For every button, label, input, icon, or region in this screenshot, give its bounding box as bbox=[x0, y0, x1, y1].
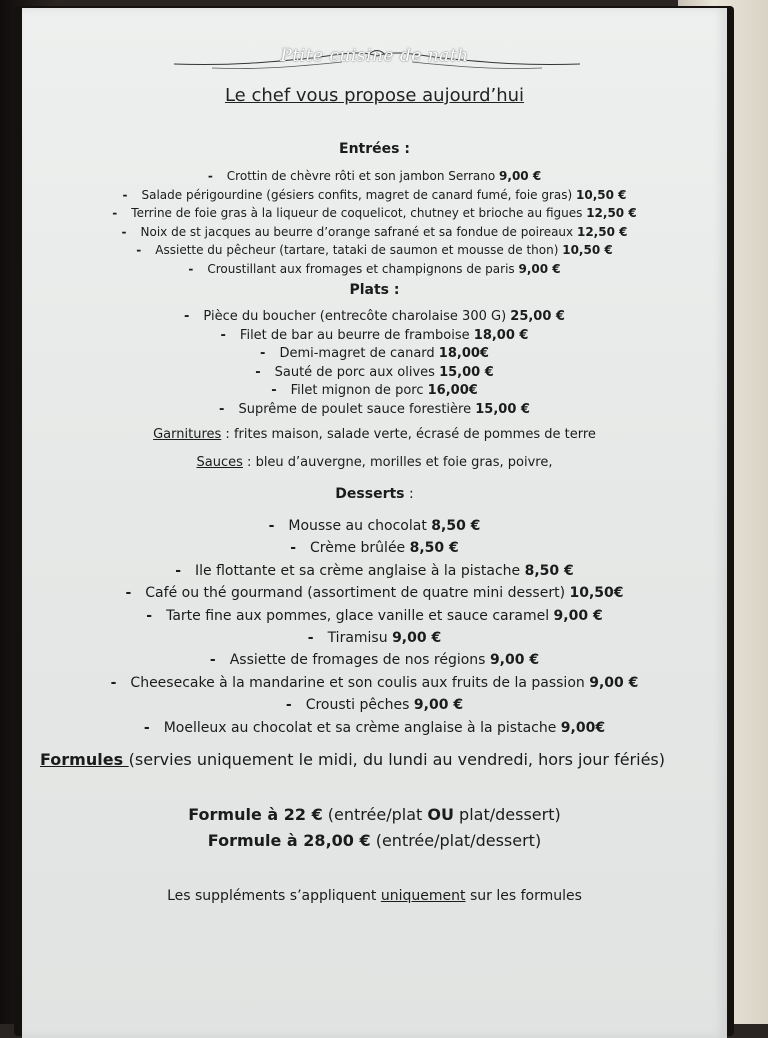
menu-item: - Assiette de fromages de nos régions 9,00 € bbox=[209, 652, 540, 669]
item-price: 12,50 € bbox=[576, 224, 628, 239]
item-name: Crème brûlée bbox=[310, 540, 406, 557]
menu-item: - Moelleux au chocolat et sa crème anglaise à la pistache 9,00€ bbox=[143, 719, 606, 736]
item-price: 9,00 € bbox=[489, 652, 540, 669]
menu-item: - Ile flottante et sa crème anglaise à la pistache 8,50 € bbox=[175, 562, 574, 579]
item-price: 9,00 € bbox=[413, 697, 464, 714]
plats-list bbox=[22, 308, 727, 419]
item-price: 25,00 € bbox=[510, 309, 565, 324]
menu-item: - Mousse au chocolat 8,50 € bbox=[268, 518, 481, 534]
menu-item: - Café ou thé gourmand (assortiment de quatre mini dessert) 10,50€ bbox=[125, 585, 624, 602]
item-name: Café ou thé gourmand (assortiment de quatre mini dessert) bbox=[145, 585, 566, 602]
item-price: 8,50 € bbox=[524, 562, 574, 579]
item-price: 10,50 € bbox=[576, 187, 627, 202]
supplements-note: Les suppléments s’appliquent uniquement sur les formules bbox=[167, 888, 582, 904]
menu-item: - Assiette du pêcheur (tartare, tataki de saumon et mousse de thon) 10,50 € bbox=[136, 243, 613, 257]
sauces-text: : bleu d’auvergne, morilles et foie gras, poivre, bbox=[242, 455, 553, 470]
item-price: 9,00 € bbox=[553, 607, 603, 624]
plats-heading: Plats : bbox=[349, 282, 400, 298]
item-price: 8,50 € bbox=[431, 518, 481, 534]
menu-item: - Filet mignon de porc 16,00€ bbox=[271, 383, 478, 398]
item-name: Assiette de fromages de nos régions bbox=[229, 652, 486, 669]
menu-item: - Cheesecake à la mandarine et son coulis aux fruits de la passion 9,00 € bbox=[110, 674, 639, 691]
menu-item: - Demi-magret de canard 18,00€ bbox=[260, 346, 489, 361]
item-name: Assiette du pêcheur (tartare, tataki de saumon et mousse de thon) bbox=[155, 243, 559, 257]
menu-item: - Tarte fine aux pommes, glace vanille et sauce caramel 9,00 € bbox=[146, 607, 603, 624]
desserts-list bbox=[22, 515, 727, 739]
item-name: Demi-magret de canard bbox=[279, 346, 435, 361]
menu-item: - Crème brûlée 8,50 € bbox=[290, 540, 459, 557]
item-price: 9,00 € bbox=[392, 629, 442, 646]
item-name: Mousse au chocolat bbox=[288, 518, 427, 534]
item-price: 10,50€ bbox=[569, 585, 624, 602]
item-name: Cheesecake à la mandarine et son coulis aux fruits de la passion bbox=[130, 674, 585, 691]
item-name: Salade périgourdine (gésiers confits, magret de canard fumé, foie gras) bbox=[141, 187, 573, 202]
formula-28: Formule à 28,00 € (entrée/plat/dessert) bbox=[207, 831, 542, 850]
item-price: 10,50 € bbox=[562, 243, 613, 257]
menu-item: - Tiramisu 9,00 € bbox=[307, 629, 442, 646]
item-price: 18,00€ bbox=[438, 346, 489, 361]
item-price: 9,00€ bbox=[560, 719, 606, 736]
item-price: 12,50 € bbox=[586, 206, 637, 220]
page-title: Le chef vous propose aujourd’hui bbox=[224, 85, 525, 106]
menu-item: - Crottin de chèvre rôti et son jambon Serrano 9,00 € bbox=[207, 169, 542, 183]
item-price: 18,00 € bbox=[473, 327, 529, 343]
item-name: Terrine de foie gras à la liqueur de coquelicot, chutney et brioche au figues bbox=[131, 206, 583, 220]
menu-item: - Sauté de porc aux olives 15,00 € bbox=[255, 364, 494, 380]
item-name: Crottin de chèvre rôti et son jambon Serrano bbox=[226, 169, 496, 183]
item-name: Noix de st jacques au beurre d’orange safrané et sa fondue de poireaux bbox=[140, 224, 574, 239]
menu-item: - Filet de bar au beurre de framboise 18,00 € bbox=[220, 327, 529, 343]
item-name: Suprême de poulet sauce forestière bbox=[238, 401, 472, 417]
item-name: Tiramisu bbox=[327, 629, 388, 646]
item-name: Ile flottante et sa crème anglaise à la pistache bbox=[195, 562, 521, 579]
menu-item: - Crousti pêches 9,00 € bbox=[285, 697, 464, 714]
formules-label: Formules bbox=[40, 750, 129, 769]
item-name: Filet de bar au beurre de framboise bbox=[239, 327, 470, 343]
formules-conditions: (servies uniquement le midi, du lundi au vendredi, hors jour fériés) bbox=[128, 750, 665, 769]
menu-item: - Suprême de poulet sauce forestière 15,00 € bbox=[219, 401, 530, 417]
item-name: Pièce du boucher (entrecôte charolaise 300 G) bbox=[203, 309, 507, 324]
garnitures-note bbox=[22, 427, 727, 442]
item-name: Crousti pêches bbox=[305, 697, 410, 714]
item-price: 15,00 € bbox=[475, 401, 530, 417]
item-name: Sauté de porc aux olives bbox=[274, 364, 435, 380]
item-price: 16,00€ bbox=[427, 383, 478, 398]
item-price: 9,00 € bbox=[589, 674, 639, 691]
sauces-note bbox=[22, 455, 727, 470]
menu-item: - Terrine de foie gras à la liqueur de coquelicot, chutney et brioche au figues 12,50 € bbox=[112, 206, 637, 220]
entrees-list bbox=[22, 167, 727, 278]
item-price: 9,00 € bbox=[499, 169, 542, 183]
menu-page bbox=[22, 8, 727, 1038]
item-name: Tarte fine aux pommes, glace vanille et sauce caramel bbox=[166, 607, 550, 624]
item-name: Croustillant aux fromages et champignons de paris bbox=[207, 261, 515, 276]
item-name: Moelleux au chocolat et sa crème anglaise à la pistache bbox=[163, 719, 557, 736]
restaurant-name: Ptite cuisine de nath bbox=[280, 46, 469, 66]
menu-item: - Noix de st jacques au beurre d’orange safrané et sa fondue de poireaux 12,50 € bbox=[121, 224, 628, 239]
menu-item: - Pièce du boucher (entrecôte charolaise 300 G) 25,00 € bbox=[184, 309, 565, 324]
garnitures-label: Garnitures bbox=[153, 427, 222, 442]
item-price: 15,00 € bbox=[439, 364, 494, 380]
menu-item: - Croustillant aux fromages et champignons de paris 9,00 € bbox=[188, 261, 561, 276]
item-price: 8,50 € bbox=[409, 540, 459, 557]
formula-22: Formule à 22 € (entrée/plat OU plat/dessert) bbox=[188, 805, 561, 824]
item-name: Filet mignon de porc bbox=[290, 383, 424, 398]
sauces-label: Sauces bbox=[196, 455, 243, 470]
desserts-heading: Desserts : bbox=[335, 486, 414, 502]
garnitures-text: : frites maison, salade verte, écrasé de pommes de terre bbox=[221, 427, 596, 442]
entrees-heading: Entrées : bbox=[339, 141, 410, 157]
item-price: 9,00 € bbox=[518, 261, 561, 276]
formules-line bbox=[40, 750, 665, 769]
menu-item: - Salade périgourdine (gésiers confits, magret de canard fumé, foie gras) 10,50 € bbox=[122, 187, 627, 202]
